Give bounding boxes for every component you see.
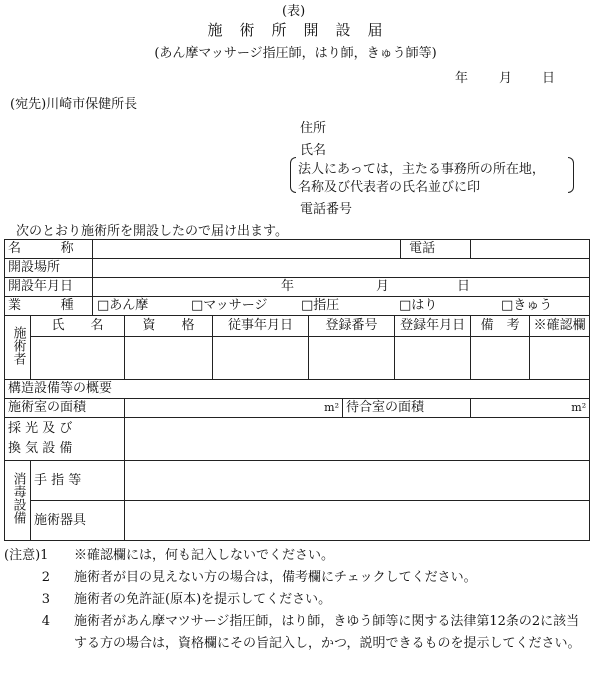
row-lighting [5,418,590,461]
business-field-label: 業 種 [5,297,93,316]
note-text: 施術者が目の見えない方の場合は，備考欄にチェックしてください。 [74,570,477,585]
phone-number-label: 電話番号 [300,202,353,217]
practitioner-name-input[interactable] [31,337,125,380]
practitioner-registration-number-input[interactable] [309,337,395,380]
note-number: 4 [41,614,50,629]
intro-text: 次のとおり施術所を開設したので届け出ます。 [16,224,288,239]
header-registration-date: 登録年月日 [395,316,471,337]
treatment-room-label: 施術室の面積 [5,399,125,418]
opening-date-input[interactable] [93,278,590,297]
lighting-label-line1: 採 光 及 び [8,421,73,436]
corp-note-line1: 法人にあっては，主たる事務所の所在地， [298,162,545,177]
practitioner-employment-date-input[interactable] [213,337,309,380]
table-phone-label: 電話 [401,240,471,259]
business-options [93,297,590,316]
disinfection-label: 消毒設備 [10,472,26,524]
date-month-label: 月 [499,71,513,86]
note-number: 3 [41,592,50,607]
treatment-area-unit: m² [324,401,340,414]
row-date [5,278,590,297]
date-year-label: 年 [455,71,469,86]
checkbox-shiatsu[interactable]: □指圧 [301,298,340,313]
lighting-label-cell [5,418,125,461]
header-registration-number: 登録番号 [309,316,395,337]
row-name [5,240,590,259]
practitioner-confirmation-cell [530,337,590,380]
note-text: ※確認欄には，何も記入しないでください。 [74,548,335,563]
checkbox-kyu[interactable]: □きゅう [501,298,553,313]
waiting-room-label: 待合室の面積 [343,399,471,418]
opening-day-label: 日 [457,279,471,294]
row-location [5,259,590,278]
name-input[interactable] [93,240,401,259]
note-item [4,567,588,589]
waiting-room-area-input[interactable] [471,399,590,418]
row-practitioner-entry [5,337,590,380]
date-day-label: 日 [542,71,556,86]
note-item [4,611,588,655]
row-disinfection-fingers [5,461,590,501]
phone-input[interactable] [471,240,590,259]
right-bracket [568,157,574,193]
opening-month-label: 月 [376,279,390,294]
header-confirmation: ※確認欄 [530,316,590,337]
note-number: (注意)1 [4,548,49,563]
practitioner-registration-date-input[interactable] [395,337,471,380]
checkbox-hari[interactable]: □はり [399,298,438,313]
waiting-area-unit: m² [571,401,587,414]
name-label: 氏名 [300,143,327,158]
checkbox-massage[interactable]: □マッサージ [191,298,268,313]
page-title: 施 術 所 開 設 届 [207,21,384,39]
row-business [5,297,590,316]
fingers-label: 手 指 等 [31,461,125,501]
location-input[interactable] [93,259,590,278]
instruments-input[interactable] [125,501,590,541]
checkbox-anma[interactable]: □あん摩 [97,298,149,313]
treatment-room-area-input[interactable] [125,399,343,418]
address-label: 住所 [300,121,327,136]
header-employment-date: 従事年月日 [213,316,309,337]
form-side-label: (表) [282,4,306,19]
note-item [4,545,588,567]
fingers-input[interactable] [125,461,590,501]
row-practitioner-header [5,316,590,337]
practitioner-qualification-input[interactable] [125,337,213,380]
note-text: 施術者があん摩マツサージ指圧師，はり師，きゆう師等に関する法律第12条の2に該当する方の場合は，資格欄にその旨記入し，かつ，説明できるものを提示してください。 [74,614,581,651]
instruments-label: 施術器具 [31,501,125,541]
row-disinfection-instruments [5,501,590,541]
note-number: 2 [41,570,50,585]
practitioner-label-cell [5,316,31,380]
practitioner-label: 施術者 [10,325,26,365]
header-qualification: 資 格 [125,316,213,337]
header-remarks: 備 考 [471,316,530,337]
lighting-label-line2: 換 気 設 備 [8,441,73,456]
lighting-input[interactable] [125,418,590,461]
name-field-label: 名 称 [5,240,93,259]
disinfection-label-cell [5,461,31,541]
registration-table [4,239,590,541]
notes-section [4,545,588,655]
opening-year-label: 年 [281,279,295,294]
structure-heading: 構造設備等の概要 [5,380,590,399]
note-text: 施術者の免許証(原本)を提示してください。 [74,592,332,607]
addressee: (宛先)川崎市保健所長 [10,97,138,112]
left-bracket [290,157,296,193]
date-field-label: 開設年月日 [5,278,93,297]
note-item [4,589,588,611]
practitioner-remarks-input[interactable] [471,337,530,380]
corp-note-line2: 名称及び代表者の氏名並びに印 [298,180,481,195]
location-field-label: 開設場所 [5,259,93,278]
page-subtitle: (あん摩マッサージ指圧師，はり師，きゅう師等) [154,46,437,61]
row-area [5,399,590,418]
header-name: 氏 名 [31,316,125,337]
row-structure-heading [5,380,590,399]
